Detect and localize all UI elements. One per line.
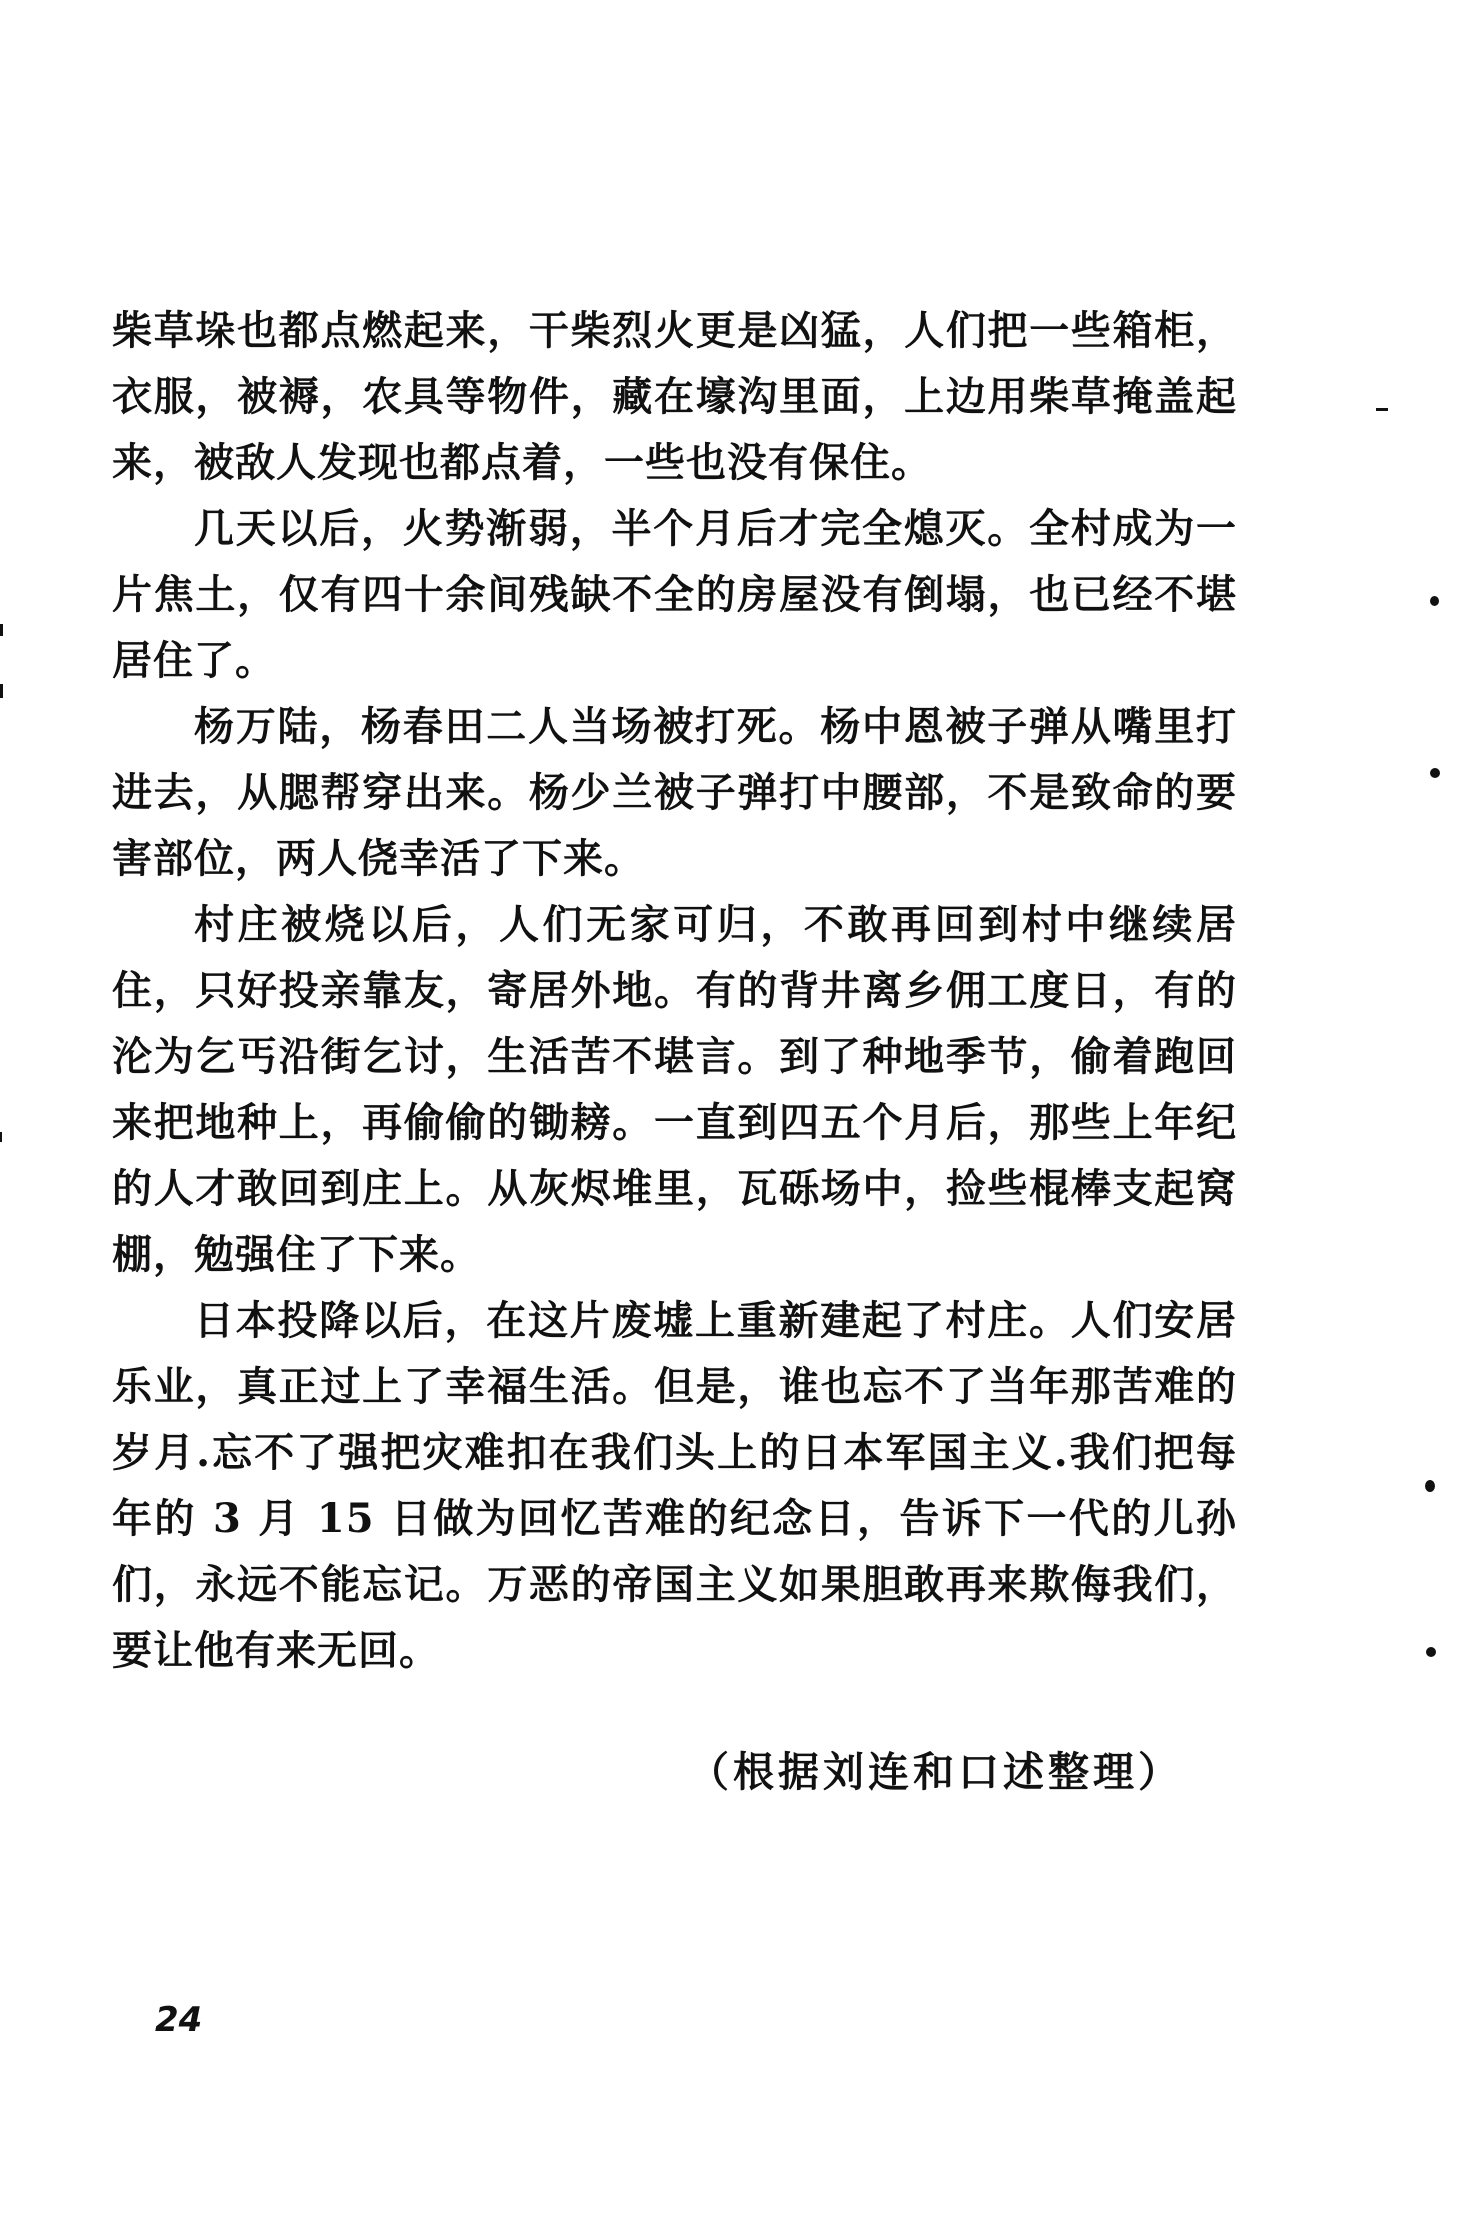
- scan-mark: [0, 1132, 2, 1142]
- paragraph-4: 村庄被烧以后，人们无家可归，不敢再回到村中继续居住，只好投亲靠友，寄居外地。有的背井离乡佣工度日，有的沦为乞丐沿街乞讨，生活苦不堪言。到了种地季节，偷着跑回来把地种上，再偷偷的锄耪。一直到四五个月后，那些上年纪的人才敢回到庄上。从灰烬堆里，瓦砾场中，捡些棍棒支起窝棚，勉强住了下来。: [112, 901, 1237, 1278]
- paragraph-5: 日本投降以后，在这片废墟上重新建起了村庄。人们安居乐业，真正过上了幸福生活。但是，谁也忘不了当年那苦难的岁月.忘不了强把灾难扣在我们头上的日本军国主义.我们把每年的 3 月 15 日做为回忆苦难的纪念日，告诉下一代的儿孙们，永远不能忘记。万恶的帝国主义如果胆敢再来欺侮我们，要让他有来无回。: [112, 1297, 1237, 1674]
- scan-speck: [1426, 1647, 1436, 1657]
- scan-speck: [1430, 596, 1439, 606]
- source-note: （根据刘连和口述整理）: [688, 1748, 1183, 1796]
- paragraph-3: 杨万陆，杨春田二人当场被打死。杨中恩被子弹从嘴里打进去，从腮帮穿出来。杨少兰被子弹打中腰部，不是致命的要害部位，两人侥幸活了下来。: [112, 703, 1237, 882]
- paragraph-1: 柴草垛也都点燃起来，干柴烈火更是凶猛，人们把一些箱柜，衣服，被褥，农具等物件，藏在壕沟里面，上边用柴草掩盖起来，被敌人发现也都点着，一些也没有保住。: [112, 307, 1237, 486]
- body-text: [112, 298, 1237, 1684]
- scan-mark: [0, 624, 3, 636]
- scan-speck: [1430, 768, 1440, 778]
- paragraph-2: 几天以后，火势渐弱，半个月后才完全熄灭。全村成为一片焦土，仅有四十余间残缺不全的房屋没有倒塌，也已经不堪居住了。: [112, 505, 1237, 684]
- scan-mark: [1376, 408, 1388, 411]
- scan-speck: [1425, 1480, 1435, 1492]
- page-number: 24: [155, 2000, 203, 2040]
- scan-mark: [0, 684, 3, 698]
